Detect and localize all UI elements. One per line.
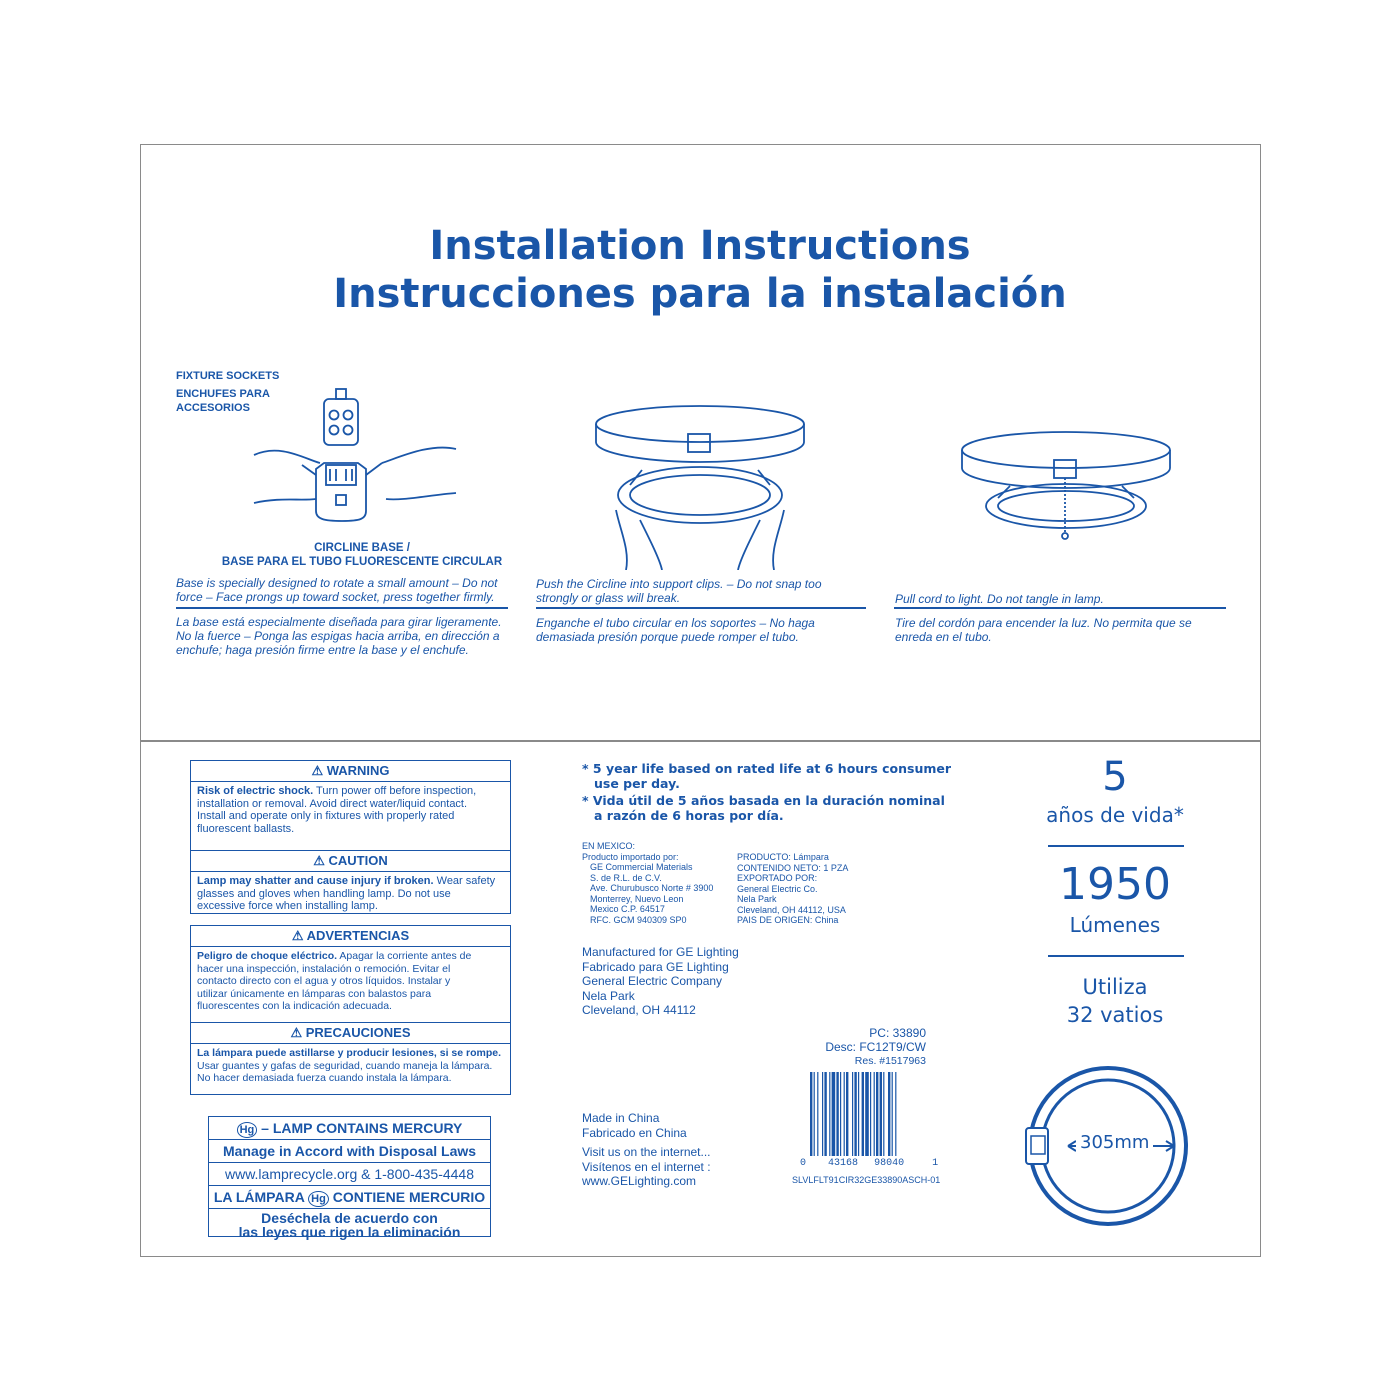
barcode-bar [817, 1072, 818, 1156]
barcode-bar [883, 1072, 884, 1156]
mexico-importer-line-5: Ave. Churubusco Norte # 3900 [590, 883, 714, 893]
step3-divider [894, 607, 1226, 609]
barcode-bar [844, 1072, 845, 1156]
manufacturer-line-4: Nela Park [582, 988, 635, 1003]
barcode-bar [846, 1072, 848, 1156]
circline-base-caption [176, 541, 512, 569]
advertencias-bold: Peligro de choque eléctrico. [197, 950, 338, 962]
barcode-bar [836, 1072, 838, 1156]
step1-es-line3: enchufe; haga presión firme entre la base y el enchufe. [176, 643, 469, 657]
warning-box [190, 760, 511, 914]
fixture-label-line1: FIXTURE SOCKETS [176, 370, 280, 382]
warning-text3: Install and operate only in fixtures with properly rated [197, 810, 455, 822]
mexico-product-line-2: CONTENIDO NETO: 1 PZA [737, 862, 849, 873]
mercury-row3: www.lamprecycle.org & 1-800-435-4448 [209, 1163, 490, 1186]
web-line-1: Visit us on the internet... [582, 1145, 711, 1159]
origin-info [582, 1111, 687, 1140]
step2-divider [536, 607, 866, 609]
caution-text1: Wear safety [433, 875, 496, 887]
mexico-importer-line-2: Producto importado por: [582, 851, 679, 862]
barcode [808, 1072, 932, 1160]
manufacturer-info [582, 945, 739, 1018]
precauciones-text2: No hacer demasiada fuerza cuando instala la lámpara. [197, 1072, 452, 1084]
mexico-importer-line-7: Mexico C.P. 64517 [590, 904, 665, 914]
warning-bold: Risk of electric shock. [197, 785, 314, 797]
step2-en-line2: strongly or glass will break. [536, 591, 681, 605]
barcode-bar [888, 1072, 890, 1156]
barcode-bar [870, 1072, 871, 1156]
mexico-importer [582, 841, 713, 925]
step1-en-line2: force – Face prongs up toward socket, press together firmly. [176, 590, 495, 604]
mercury-row4 [209, 1186, 490, 1209]
life-note-es2: a razón de 6 horas por día. [594, 807, 784, 823]
mercury-row5 [209, 1209, 490, 1239]
mexico-importer-line-1: EN MEXICO: [582, 841, 636, 851]
step3-en-line1: Pull cord to light. Do not tangle in lamp. [895, 592, 1104, 606]
advertencias-text1: Apagar la corriente antes de [337, 950, 472, 962]
step1-en-line1: Base is specially designed to rotate a small amount – Do not [176, 576, 498, 590]
step2-spanish-text [536, 616, 815, 644]
barcode-bar [876, 1072, 878, 1156]
product-desc: Desc: FC12T9/CW [825, 1040, 926, 1054]
life-number: 5 [1102, 754, 1128, 800]
mercury-row4-b: CONTIENE MERCURIO [332, 1189, 486, 1205]
step2-english-text [536, 577, 822, 605]
web-info [582, 1145, 711, 1189]
warning-text1: Turn power off before inspection, [313, 785, 477, 797]
barcode-bar [852, 1072, 853, 1156]
mercury-row5-b: las leyes que rigen la eliminación [238, 1224, 461, 1240]
web-line-3: www.GELighting.com [582, 1174, 697, 1188]
step1-english-text [176, 576, 498, 604]
mexico-product-line-6: Cleveland, OH 44112, USA [737, 904, 846, 915]
manufacturer-line-1: Manufactured for GE Lighting [582, 945, 739, 959]
warning-text4: fluorescent ballasts. [197, 822, 295, 835]
spec-divider-2 [1048, 955, 1184, 957]
uses-label: Utiliza [1082, 975, 1148, 999]
pull-cord-diagram [956, 428, 1176, 548]
barcode-bar [858, 1072, 859, 1156]
caption-line2: BASE PARA EL TUBO FLUORESCENTE CIRCULAR [221, 556, 503, 568]
step1-es-line1: La base está especialmente diseñada para girar ligeramente. [176, 615, 502, 629]
product-pc: PC: 33890 [869, 1026, 926, 1040]
mercury-box [208, 1116, 491, 1240]
step2-es-line2: demasiada presión porque puede romper el tubo. [536, 630, 799, 644]
origin-line-2: Fabricado en China [582, 1125, 687, 1140]
mexico-importer-line-4: S. de R.L. de C.V. [590, 872, 662, 883]
barcode-bar [865, 1072, 869, 1156]
barcode-bar [854, 1072, 856, 1156]
precauciones-bold: La lámpara puede astillarse y producir lesiones, si se rompe. [197, 1047, 502, 1059]
origin-line-1: Made in China [582, 1111, 660, 1125]
watts-label: 32 vatios [1066, 1003, 1164, 1027]
step3-spanish-text [895, 616, 1192, 644]
barcode-digit-right: 1 [932, 1158, 939, 1169]
step2-es-line1: Enganche el tubo circular en los soportes – No haga [536, 616, 815, 630]
mercury-row2: Manage in Accord with Disposal Laws [209, 1140, 490, 1163]
spec-divider-1 [1048, 845, 1184, 847]
caution-body [191, 872, 510, 916]
step3-es-line1: Tire del cordón para encender la luz. No permita que se [895, 616, 1192, 630]
step1-spanish-text [176, 615, 502, 657]
barcode-digits [800, 1158, 940, 1170]
mexico-importer-line-8: RFC. GCM 940309 SP0 [590, 914, 687, 925]
warning-heading: ⚠ WARNING [191, 761, 510, 782]
mexico-product-line-5: Nela Park [737, 894, 777, 904]
precauciones-heading: ⚠ PRECAUCIONES [191, 1022, 510, 1044]
manufacturer-line-5: Cleveland, OH 44112 [582, 1003, 696, 1017]
mercury-row5-a: Deséchela de acuerdo con [261, 1210, 438, 1226]
advertencias-text4: utilizar únicamente en lámparas con balastos para [197, 987, 432, 1000]
barcode-digit-left: 0 [800, 1158, 807, 1169]
barcode-digits-1: 43168 [828, 1158, 859, 1169]
caution-text2: glasses and gloves when handling lamp. Do not use [197, 887, 451, 900]
mexico-product-line-4: General Electric Co. [737, 883, 818, 894]
precauciones-text1: Usar guantes y gafas de seguridad, cuando maneja la lámpara. [197, 1059, 493, 1072]
title-spanish: Instrucciones para la instalación [333, 271, 1067, 317]
step3-es-line2: enreda en el tubo. [895, 630, 992, 644]
barcode-digits-2: 98040 [874, 1158, 905, 1169]
advertencias-text3: contacto directo con el agua y otros líquidos. Instalar y [197, 975, 451, 987]
socket-diagram [250, 385, 460, 525]
caption-line1: CIRCLINE BASE / [314, 542, 410, 554]
barcode-bar [880, 1072, 882, 1156]
hg-symbol-icon-2: Hg [308, 1191, 329, 1207]
advertencias-text2: hacer una inspección, instalación o remoción. Evitar el [197, 962, 451, 975]
barcode-bar [892, 1072, 893, 1156]
barcode-bar [814, 1072, 815, 1156]
advertencias-heading: ⚠ ADVERTENCIAS [191, 926, 510, 947]
install-lamp-diagram [590, 400, 810, 570]
barcode-bar [829, 1072, 830, 1156]
mexico-product-line-1: PRODUCTO: Lámpara [737, 852, 829, 862]
life-note [582, 762, 951, 823]
lumens-label: Lúmenes [1069, 913, 1161, 937]
life-label: años de vida* [1046, 803, 1184, 827]
life-note-en1: * 5 year life based on rated life at 6 hours consumer [582, 761, 952, 776]
web-line-2: Visítenos en el internet : [582, 1159, 711, 1174]
precauciones-body [191, 1044, 510, 1088]
mercury-row1 [209, 1117, 490, 1140]
title-english: Installation Instructions [429, 223, 971, 269]
mercury-row4-a: LA LÁMPARA [213, 1189, 305, 1205]
caution-heading: ⚠ CAUTION [191, 850, 510, 872]
mexico-importer-line-3: GE Commercial Materials [590, 862, 693, 872]
fixture-label-line3: ACCESORIOS [176, 402, 250, 414]
step1-es-line2: No la fuerce – Ponga las espigas hacia arriba, en dirección a [176, 629, 500, 643]
barcode-bar [862, 1072, 864, 1156]
manufacturer-line-3: General Electric Company [582, 974, 723, 988]
caution-text3: excessive force when installing lamp. [197, 900, 378, 912]
life-note-en2: use per day. [594, 775, 680, 791]
lumens-number: 1950 [1059, 859, 1171, 910]
barcode-code: SLVLFLT91CIR32GE33890ASCH-01 [792, 1175, 941, 1185]
barcode-bar [874, 1072, 875, 1156]
barcode-bar [810, 1072, 812, 1156]
barcode-bar [824, 1072, 826, 1156]
diameter-label: 305mm [1076, 1132, 1153, 1154]
life-note-es1: * Vida útil de 5 años basada en la duración nominal [582, 793, 945, 808]
step2-en-line1: Push the Circline into support clips. – Do not snap too [536, 577, 822, 591]
caution-bold: Lamp may shatter and cause injury if broken. [197, 875, 434, 887]
advertencias-box [190, 925, 511, 1095]
barcode-bar [832, 1072, 836, 1156]
step1-divider [176, 607, 508, 609]
product-res: Res. #1517963 [854, 1055, 926, 1067]
mexico-product-line-3: EXPORTADO POR: [737, 873, 818, 883]
mercury-row1-text: – LAMP CONTAINS MERCURY [261, 1120, 463, 1136]
warning-body [191, 782, 510, 850]
fixture-label-line2: ENCHUFES PARA [176, 388, 270, 400]
barcode-bar [840, 1072, 841, 1156]
mexico-product [737, 852, 848, 926]
warning-text2: installation or removal. Avoid direct water/liquid contact. [197, 797, 468, 810]
manufacturer-line-2: Fabricado para GE Lighting [582, 959, 729, 974]
product-codes [806, 1026, 926, 1068]
advertencias-text5: fluorescentes con la indicación adecuada. [197, 1000, 392, 1012]
mexico-importer-line-6: Monterrey, Nuevo Leon [590, 893, 684, 904]
barcode-bar [822, 1072, 823, 1156]
hg-symbol-icon: Hg [237, 1122, 258, 1138]
advertencias-body [191, 947, 510, 1022]
mexico-product-line-7: PAIS DE ORIGEN: China [737, 915, 839, 925]
barcode-bar [895, 1072, 896, 1156]
step3-english-text [895, 592, 1104, 606]
